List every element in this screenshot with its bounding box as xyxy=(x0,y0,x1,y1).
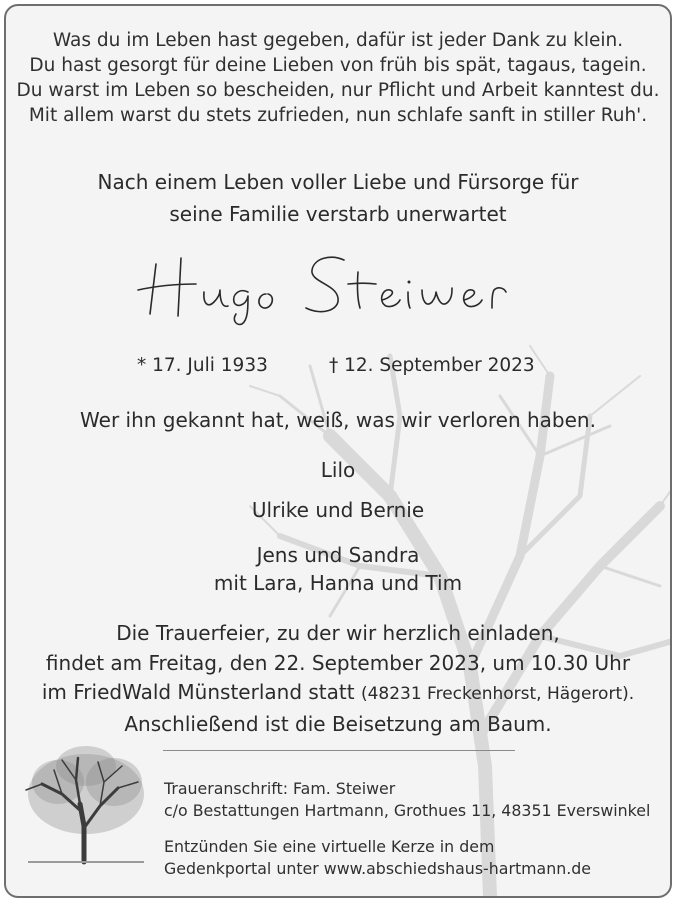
contact-info xyxy=(164,778,650,880)
ceremony-info xyxy=(6,619,670,739)
obituary-card xyxy=(4,4,672,898)
ceremony-line: Die Trauerfeier, zu der wir herzlich einladen, xyxy=(116,621,560,645)
death-date: † 12. September 2023 xyxy=(329,355,535,376)
ceremony-location: im FriedWald Münsterland statt xyxy=(41,680,361,704)
poem-line: Du warst im Leben so bescheiden, nur Pflicht und Arbeit kanntest du. xyxy=(16,80,660,101)
family-group xyxy=(6,541,670,597)
ceremony-address: (48231 Freckenhorst, Hägerort). xyxy=(360,684,635,704)
contact-line: c/o Bestattungen Hartmann, Grothues 11, 48351 Everswinkel xyxy=(164,801,651,820)
deceased-name-signature xyxy=(126,246,566,326)
ceremony-line xyxy=(6,678,670,710)
quote: Wer ihn gekannt hat, weiß, was wir verloren haben. xyxy=(80,408,596,432)
divider xyxy=(163,750,515,751)
poem xyxy=(6,28,670,128)
family-member: Ulrike und Bernie xyxy=(251,498,425,522)
contact-line: Gedenkportal unter www.abschiedshaus-hartmann.de xyxy=(164,859,591,878)
poem-line: Mit allem warst du stets zufrieden, nun schlafe sanft in stiller Ruh'. xyxy=(28,105,648,126)
contact-line: Traueranschrift: Fam. Steiwer xyxy=(164,779,396,798)
intro-line: seine Familie verstarb unerwartet xyxy=(169,202,507,226)
contact-line: Entzünden Sie eine virtuelle Kerze in dem xyxy=(164,837,495,856)
family-member: Lilo xyxy=(320,458,356,482)
ceremony-line: findet am Freitag, den 22. September 2023, um 10.30 Uhr xyxy=(45,650,631,675)
intro-line: Nach einem Leben voller Liebe und Fürsorge für xyxy=(97,170,579,194)
tree-icon xyxy=(18,742,154,866)
poem-line: Du hast gesorgt für deine Lieben von früh bis spät, tagaus, tagein. xyxy=(29,55,647,76)
ceremony-line: Anschließend ist die Beisetzung am Baum. xyxy=(124,711,552,736)
poem-line: Was du im Leben hast gegeben, dafür ist jeder Dank zu klein. xyxy=(52,30,624,51)
intro-text xyxy=(6,166,670,230)
birth-date: * 17. Juli 1933 xyxy=(137,355,268,376)
family-member: Jens und Sandra xyxy=(256,543,420,567)
family-member: mit Lara, Hanna und Tim xyxy=(213,571,463,595)
